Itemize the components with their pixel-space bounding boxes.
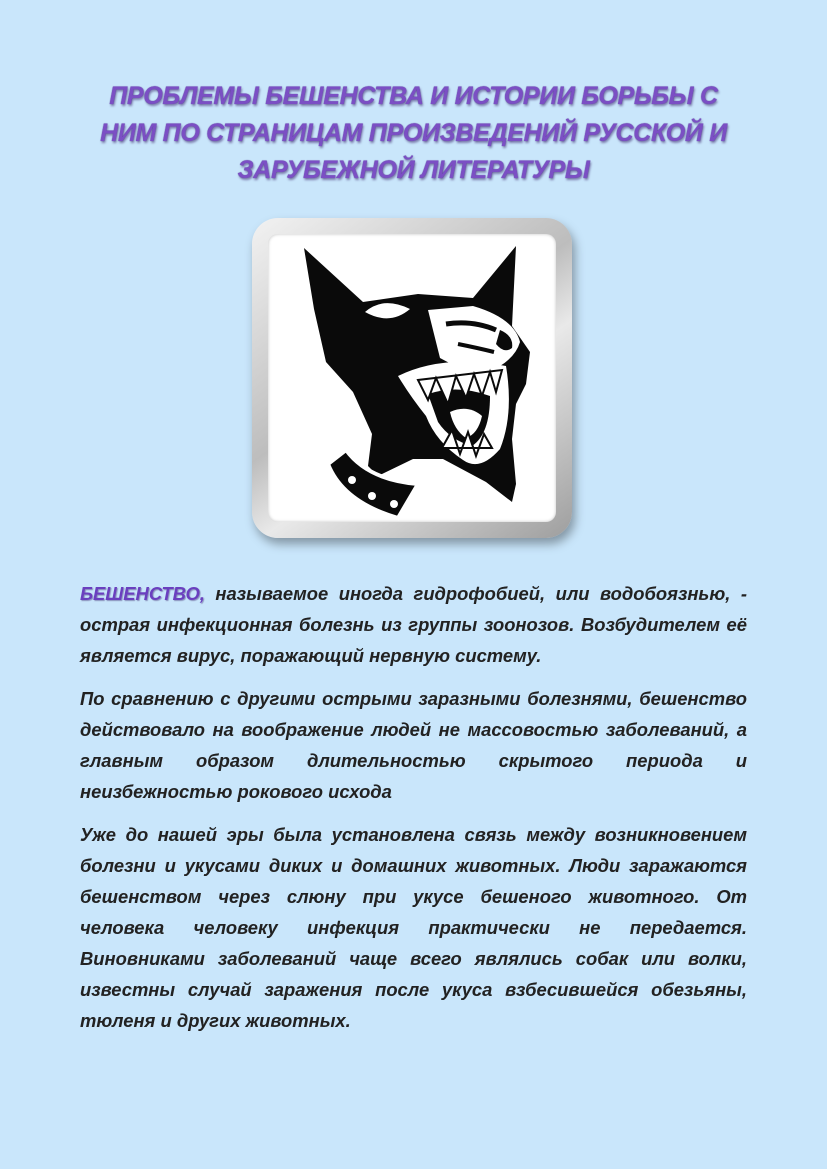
snarling-dog-icon — [268, 234, 556, 522]
paragraph-comparison: По сравнению с другими острыми заразными болезнями, бешенство действовало на воображение людей не массовостью заболеваний, а главным образом длительностью скрытого периода и неизбежностью рокового исхода — [80, 688, 747, 802]
image-frame — [252, 218, 572, 538]
paragraph-history: Уже до нашей эры была установлена связь между возникновением болезни и укусами диких и домашних животных. Люди заражаются бешенством через слюну при укусе бешеного животного. От человека человеку инфекция практически не передается. Виновниками заболеваний чаще всего являлись собак или волки, известны случай заражения после укуса взбесившейся обезьяны, тюленя и других животных. — [80, 824, 747, 1031]
collar-stud — [348, 476, 356, 484]
article-body — [80, 578, 747, 1048]
image-canvas — [268, 234, 556, 522]
collar-stud — [368, 492, 376, 500]
paragraph-definition — [80, 578, 747, 671]
collar-stud — [390, 500, 398, 508]
paragraph-text: называемое иногда гидрофобией, или водобоязнью, - острая инфекционная болезнь из группы зоонозов. Возбудителем её является вирус, поражающий нервную систему. — [80, 583, 747, 666]
lead-term: БЕШЕНСТВО, — [80, 583, 205, 604]
page-title: ПРОБЛЕМЫ БЕШЕНСТВА И ИСТОРИИ БОРЬБЫ С НИМ ПО СТРАНИЦАМ ПРОИЗВЕДЕНИЙ РУССКОЙ И ЗАРУБЕЖНОЙ ЛИТЕРАТУРЫ — [100, 82, 727, 184]
